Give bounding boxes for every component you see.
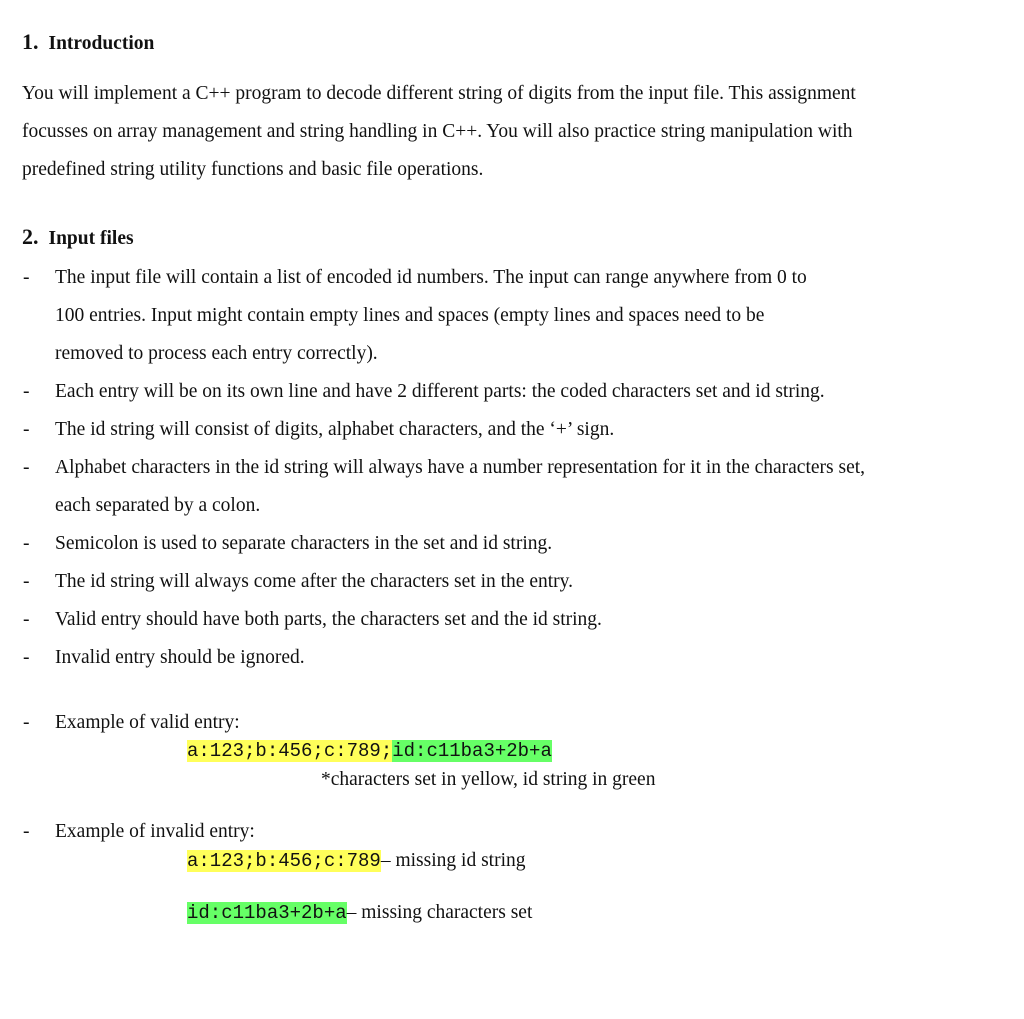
bullet-text: The id string will always come after the characters set in the entry. <box>55 571 573 592</box>
idstring-highlight: id:c11ba3+2b+a <box>392 740 552 762</box>
valid-example-entry <box>187 739 552 763</box>
intro-paragraph-line: predefined string utility functions and basic file operations. <box>22 159 484 180</box>
section-heading-introduction <box>22 29 154 57</box>
bullet-dash: - <box>23 712 30 733</box>
bullet-dash: - <box>23 821 30 842</box>
bullet-text: The id string will consist of digits, alphabet characters, and the ‘+’ sign. <box>55 419 615 440</box>
idstring-highlight: id:c11ba3+2b+a <box>187 902 347 924</box>
valid-example-note: *characters set in yellow, id string in green <box>321 769 656 790</box>
bullet-dash: - <box>23 609 30 630</box>
invalid-example-entry-2 <box>187 901 532 925</box>
bullet-dash: - <box>23 571 30 592</box>
bullet-text: Valid entry should have both parts, the characters set and the id string. <box>55 609 602 630</box>
section-title: Input files <box>48 228 134 249</box>
invalid-example-entry-1 <box>187 849 526 873</box>
bullet-text: Semicolon is used to separate characters in the set and id string. <box>55 533 553 554</box>
bullet-text: each separated by a colon. <box>55 495 261 516</box>
bullet-text: Invalid entry should be ignored. <box>55 647 305 668</box>
intro-paragraph-line: focusses on array management and string handling in C++. You will also practice string manipulation with <box>22 121 853 142</box>
bullet-dash: - <box>23 381 30 402</box>
bullet-dash: - <box>23 647 30 668</box>
bullet-text: The input file will contain a list of encoded id numbers. The input can range anywhere from 0 to <box>55 267 807 288</box>
bullet-dash: - <box>23 457 30 478</box>
invalid-reason: – missing id string <box>380 850 526 871</box>
bullet-text: Alphabet characters in the id string will always have a number representation for it in the characters set, <box>55 457 866 478</box>
section-number: 1. <box>22 29 39 54</box>
bullet-dash: - <box>23 419 30 440</box>
invalid-example-label: Example of invalid entry: <box>55 821 255 842</box>
bullet-dash: - <box>23 267 30 288</box>
invalid-reason: – missing characters set <box>346 902 533 923</box>
charset-highlight: a:123;b:456;c:789; <box>187 740 393 762</box>
bullet-text: removed to process each entry correctly). <box>55 343 378 364</box>
bullet-text: Each entry will be on its own line and have 2 different parts: the coded characters set and id string. <box>55 381 825 402</box>
section-number: 2. <box>22 224 39 249</box>
intro-paragraph-line: You will implement a C++ program to decode different string of digits from the input file. This assignment <box>22 83 856 104</box>
bullet-dash: - <box>23 533 30 554</box>
valid-example-label: Example of valid entry: <box>55 712 240 733</box>
section-title: Introduction <box>48 33 155 54</box>
section-heading-input-files <box>22 224 134 252</box>
bullet-text: 100 entries. Input might contain empty lines and spaces (empty lines and spaces need to be <box>55 305 765 326</box>
charset-highlight: a:123;b:456;c:789 <box>187 850 381 872</box>
